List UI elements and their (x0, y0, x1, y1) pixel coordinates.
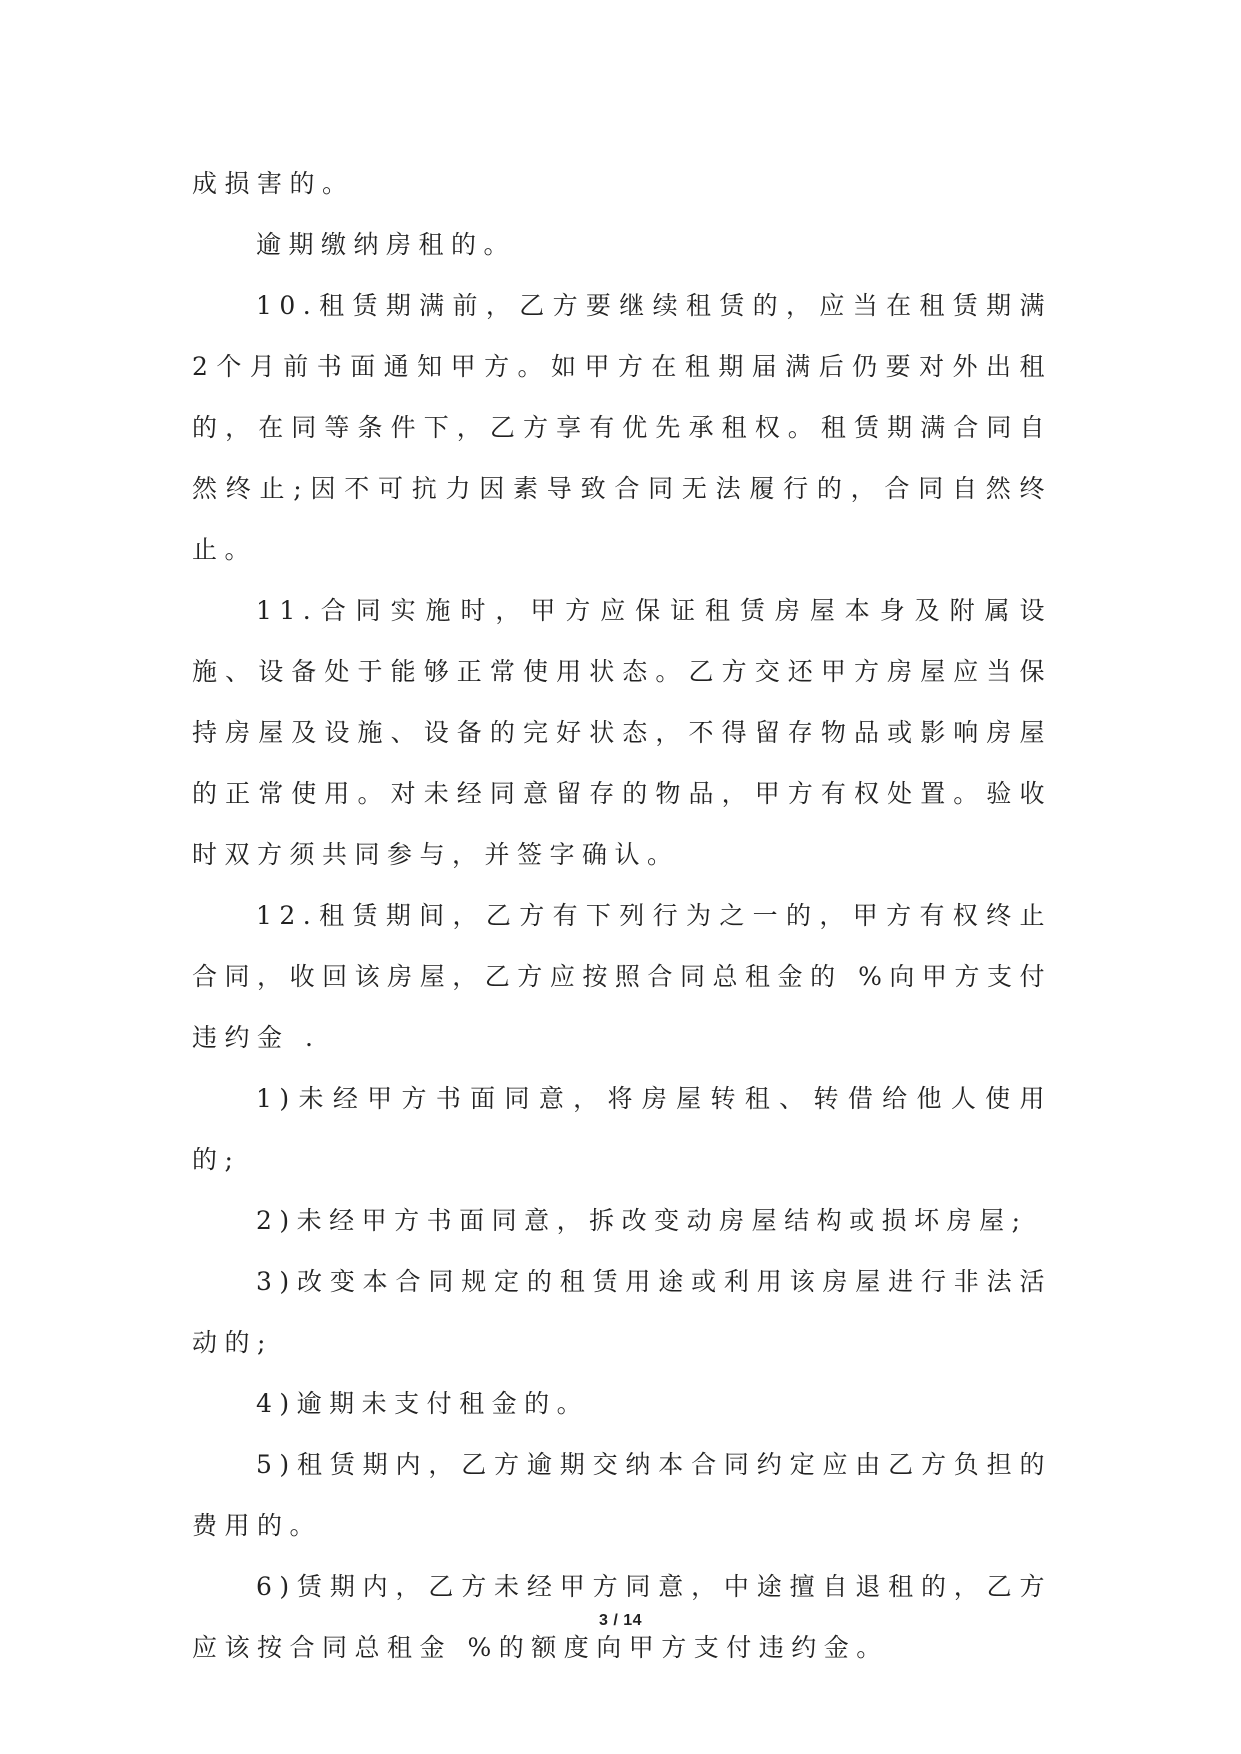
paragraph-overdue-rent: 逾期缴纳房租的。 (256, 230, 517, 259)
paragraph-clause-12: 12.租赁期间，乙方有下列行为之一的，甲方有权终止合同，收回该房屋，乙方应按照合同总租金的 %向甲方支付违约金 . (192, 901, 1052, 1052)
paragraph-continuation: 成损害的。 (192, 169, 355, 198)
page-number: 3 / 14 (598, 1612, 643, 1629)
list-item-6: 6)赁期内，乙方未经甲方同意，中途擅自退租的，乙方应该按合同总租金 %的额度向甲方支付违约金。 (192, 1572, 1052, 1662)
document-body (192, 153, 1052, 1678)
list-item-2: 2)未经甲方书面同意，拆改变动房屋结构或损坏房屋; (256, 1206, 1028, 1235)
list-item-3: 3)改变本合同规定的租赁用途或利用该房屋进行非法活动的; (192, 1267, 1052, 1357)
paragraph-clause-10: 10.租赁期满前，乙方要继续租赁的，应当在租赁期满2个月前书面通知甲方。如甲方在租期届满后仍要对外出租的，在同等条件下，乙方享有优先承租权。租赁期满合同自然终止;因不可抗力因素导致合同无法履行的，合同自然终止。 (192, 291, 1052, 564)
list-item-5: 5)租赁期内，乙方逾期交纳本合同约定应由乙方负担的费用的。 (192, 1450, 1052, 1540)
list-item-4: 4)逾期未支付租金的。 (256, 1389, 590, 1418)
paragraph-clause-11: 11.合同实施时，甲方应保证租赁房屋本身及附属设施、设备处于能够正常使用状态。乙方交还甲方房屋应当保持房屋及设施、设备的完好状态，不得留存物品或影响房屋的正常使用。对未经同意留存的物品，甲方有权处置。验收时双方须共同参与，并签字确认。 (192, 596, 1052, 869)
list-item-1: 1)未经甲方书面同意，将房屋转租、转借给他人使用的; (192, 1084, 1052, 1174)
